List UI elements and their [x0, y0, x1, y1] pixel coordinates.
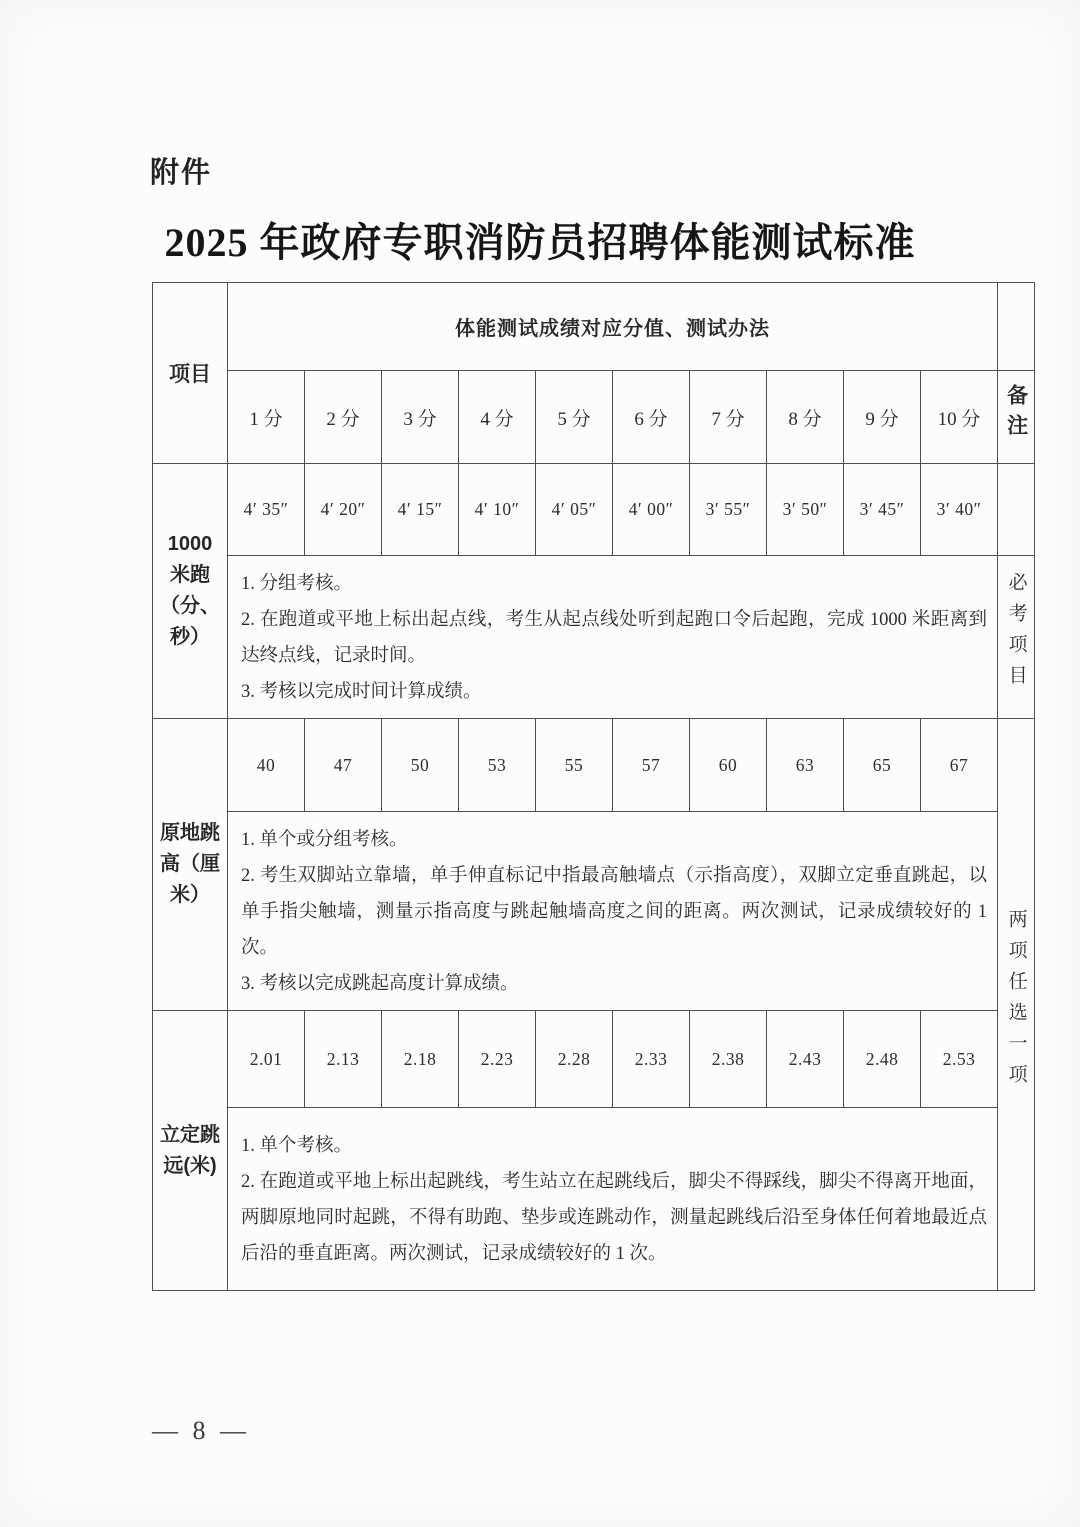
score-value-cell: 2.33: [613, 1011, 690, 1108]
table-header-row-2: [153, 371, 1035, 464]
score-label-cell: 5 分: [536, 371, 613, 464]
score-value-cell: 2.48: [844, 1011, 921, 1108]
score-value-cell: 2.43: [767, 1011, 844, 1108]
long-jump-method-row: [153, 1108, 1035, 1291]
score-label-cell: 6 分: [613, 371, 690, 464]
run-1000m-values-row: [153, 464, 1035, 556]
score-value-cell: 2.28: [536, 1011, 613, 1108]
score-value-cell: 2.53: [921, 1011, 998, 1108]
score-value-cell: 57: [613, 719, 690, 812]
score-value-cell: 4′ 00″: [613, 464, 690, 556]
score-label-cell: 4 分: [459, 371, 536, 464]
score-value-cell: 4′ 35″: [228, 464, 305, 556]
item-label-vertical-jump: [153, 719, 228, 1011]
header-remark-column: [998, 371, 1035, 464]
score-value-cell: 40: [228, 719, 305, 812]
item-label-run-1000m: [153, 464, 228, 719]
score-label-cell: 3 分: [382, 371, 459, 464]
remark-header-vertical-text: 备注: [1004, 384, 1028, 444]
header-remark-spacer-cell: [998, 283, 1035, 371]
score-value-cell: 4′ 20″: [305, 464, 382, 556]
score-value-cell: 3′ 50″: [767, 464, 844, 556]
score-label-cell: 10 分: [921, 371, 998, 464]
score-label-cell: 7 分: [690, 371, 767, 464]
score-value-cell: 2.18: [382, 1011, 459, 1108]
item-label-line: 远(米): [163, 1154, 217, 1177]
score-value-cell: 3′ 55″: [690, 464, 767, 556]
score-label-cell: 1 分: [228, 371, 305, 464]
vertical-jump-values-row: [153, 719, 1035, 812]
score-label-cell: 8 分: [767, 371, 844, 464]
method-item: 3. 考核以完成跳起高度计算成绩。: [241, 974, 519, 994]
score-value-cell: 65: [844, 719, 921, 812]
score-value-cell: 2.13: [305, 1011, 382, 1108]
score-value-cell: 4′ 15″: [382, 464, 459, 556]
score-value-cell: 2.01: [228, 1011, 305, 1108]
score-value-cell: 4′ 10″: [459, 464, 536, 556]
score-value-cell: 53: [459, 719, 536, 812]
score-value-cell: 3′ 45″: [844, 464, 921, 556]
score-value-cell: 63: [767, 719, 844, 812]
score-value-cell: 47: [305, 719, 382, 812]
test-method-run-1000m: [228, 556, 998, 719]
header-score-method: 体能测试成绩对应分值、测试办法: [228, 283, 998, 371]
item-label-line: 高（厘: [160, 853, 220, 875]
score-value-cell: 2.23: [459, 1011, 536, 1108]
score-value-cell: 4′ 05″: [536, 464, 613, 556]
fitness-standards-table: [152, 282, 1035, 1291]
remark-choose-one-of-two: [998, 719, 1035, 1291]
item-label-line: 米）: [170, 884, 210, 906]
item-label-line: （分、: [160, 595, 220, 617]
remark-vertical-text: 两项任选一项: [1005, 908, 1027, 1095]
method-item: 1. 单个考核。: [241, 1136, 353, 1156]
run-1000m-method-row: [153, 556, 1035, 719]
remark-required-item: [998, 556, 1035, 719]
vertical-jump-method-row: [153, 812, 1035, 1011]
page-title: 2025 年政府专职消防员招聘体能测试标准: [164, 220, 916, 265]
item-label-line: 立定跳: [160, 1123, 220, 1146]
method-item: 2. 在跑道或平地上标出起点线，考生从起点线处听到起跑口令后起跑，完成 1000 米距离到达终点线，记录时间。: [241, 610, 988, 666]
item-label-line: 原地跳: [160, 822, 220, 844]
remark-vertical-text: 必考项目: [1005, 572, 1027, 696]
method-item: 2. 在跑道或平地上标出起跳线，考生站立在起跳线后，脚尖不得踩线，脚尖不得离开地面，两脚原地同时起跳，不得有助跑、垫步或连跳动作，测量起跳线后沿至身体任何着地最近点后沿的垂直距离。两次测试，记录成绩较好的 1 次。: [241, 1172, 988, 1264]
table-header-row-1: [153, 283, 1035, 371]
page-number: — 8 —: [152, 1416, 250, 1445]
score-value-cell: 2.38: [690, 1011, 767, 1108]
score-value-cell: 60: [690, 719, 767, 812]
score-value-cell: 55: [536, 719, 613, 812]
method-item: 1. 单个或分组考核。: [241, 830, 408, 850]
method-item: 2. 考生双脚站立靠墙，单手伸直标记中指最高触墙点（示指高度），双脚立定垂直跳起，以单手指尖触墙，测量示指高度与跳起触墙高度之间的距离。两次测试，记录成绩较好的 1 次。: [241, 866, 988, 958]
attachment-label: 附件: [150, 157, 213, 189]
long-jump-values-row: [153, 1011, 1035, 1108]
remark-spacer-cell: [998, 464, 1035, 556]
score-value-cell: 67: [921, 719, 998, 812]
method-item: 1. 分组考核。: [241, 574, 353, 594]
item-label-long-jump: [153, 1011, 228, 1291]
header-item-column: 项目: [153, 283, 228, 464]
score-value-cell: 50: [382, 719, 459, 812]
score-label-cell: 2 分: [305, 371, 382, 464]
test-method-long-jump: [228, 1108, 998, 1291]
test-method-vertical-jump: [228, 812, 998, 1011]
item-label-line: 1000: [167, 533, 213, 555]
score-label-cell: 9 分: [844, 371, 921, 464]
score-value-cell: 3′ 40″: [921, 464, 998, 556]
item-label-line: 秒）: [170, 626, 210, 648]
method-item: 3. 考核以完成时间计算成绩。: [241, 682, 482, 702]
item-label-line: 米跑: [170, 564, 210, 586]
